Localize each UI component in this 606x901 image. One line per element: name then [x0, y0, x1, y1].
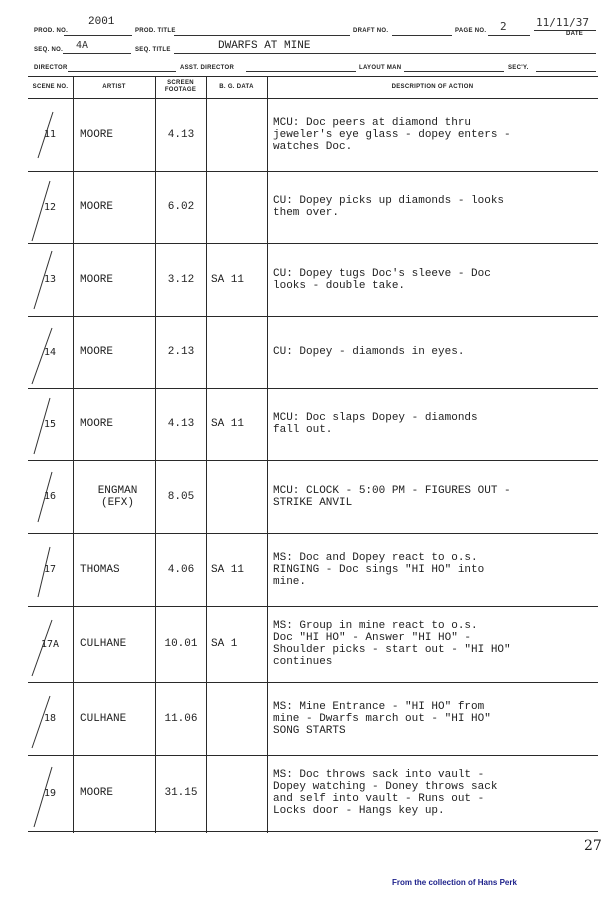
prod-title-line — [174, 35, 350, 36]
secy-line — [536, 71, 596, 72]
header-row-1 — [0, 18, 606, 38]
scene-cell — [28, 243, 72, 316]
draft-no-line — [392, 35, 452, 36]
description-cell: CU: Dopey tugs Doc's sleeve - Doc looks - double take. — [273, 267, 491, 292]
description-cell: MS: Doc and Dopey react to o.s. RINGING - Doc sings "HI HO" into mine. — [273, 551, 485, 588]
artist-name: CULHANE — [80, 638, 127, 650]
date-label: DATE — [566, 31, 584, 37]
page-no-label: PAGE NO. — [455, 28, 487, 34]
scene-cell — [28, 316, 72, 388]
director-line — [68, 71, 176, 72]
artist-note: (EFX) — [100, 496, 134, 509]
col-header-footage: SCREEN FOOTAGE — [164, 80, 197, 93]
page-no-line — [488, 35, 530, 36]
footage-cell: 31.15 — [164, 787, 198, 799]
table-row — [28, 388, 598, 460]
page-number: 27 — [584, 838, 602, 854]
asst-director-label: ASST. DIRECTOR — [180, 65, 235, 71]
date-value: 11/11/37 — [536, 16, 589, 29]
artist-cell — [80, 533, 155, 606]
table-row — [28, 171, 598, 243]
description-cell: MCU: CLOCK - 5:00 PM - FIGURES OUT - STRIKE ANVIL — [273, 484, 511, 509]
artist-name: MOORE — [80, 346, 114, 358]
draft-no-label: DRAFT NO. — [353, 28, 389, 34]
col-header-artist: ARTIST — [102, 83, 126, 90]
description-cell: MCU: Doc slaps Dopey - diamonds fall out. — [273, 412, 478, 436]
footage-cell: 10.01 — [164, 638, 198, 650]
scene-number: 16 — [43, 491, 57, 502]
secy-label: SEC'Y. — [508, 65, 529, 71]
scene-number: 11 — [43, 129, 57, 140]
bg-data-cell: SA 11 — [211, 418, 245, 430]
artist-name: MOORE — [80, 418, 114, 430]
scene-cell — [28, 682, 72, 755]
artist-cell — [80, 243, 155, 316]
bg-data-cell — [211, 460, 266, 533]
artist-cell — [80, 606, 155, 682]
table-row — [28, 460, 598, 533]
prod-no-line — [64, 35, 132, 36]
scene-cell — [28, 606, 72, 682]
description-cell: MCU: Doc peers at diamond thru jeweler's eye glass - dopey enters - watches Doc. — [273, 116, 511, 153]
prod-no-label: PROD. NO. — [34, 28, 69, 34]
footage-cell: 4.13 — [167, 418, 195, 430]
scene-cell — [28, 533, 72, 606]
table-row — [28, 682, 598, 755]
scene-cell — [28, 98, 72, 171]
table-row — [28, 533, 598, 606]
scene-number: 18 — [43, 713, 57, 724]
scene-number: 12 — [43, 201, 57, 213]
date-line — [534, 30, 596, 31]
scene-number: 19 — [43, 787, 57, 799]
table-row — [28, 243, 598, 316]
artist-name: CULHANE — [80, 712, 127, 725]
scene-cell — [28, 755, 72, 831]
footage-cell: 2.13 — [167, 346, 195, 358]
scene-cell — [28, 388, 72, 460]
col-header-bg-data: B. G. DATA — [219, 83, 254, 90]
artist-name: ENGMAN — [97, 484, 138, 497]
table-row — [28, 606, 598, 682]
asst-director-line — [246, 71, 356, 72]
footage-cell: 4.13 — [167, 128, 195, 141]
footage-cell: 3.12 — [167, 273, 195, 286]
description-cell: MS: Doc throws sack into vault - Dopey watching - Doney throws sack and self into vault - Runs out - Locks door - Hangs key up. — [273, 769, 498, 817]
scene-number: 13 — [43, 274, 57, 285]
scene-number: 14 — [43, 346, 57, 358]
seq-no-label: SEQ. NO. — [34, 47, 64, 53]
director-label: DIRECTOR — [34, 65, 68, 71]
artist-cell — [80, 460, 155, 533]
artist-cell — [80, 316, 155, 388]
artist-cell — [80, 755, 155, 831]
description-cell: CU: Dopey picks up diamonds - looks them over. — [273, 195, 505, 219]
seq-no-value: 4A — [76, 40, 89, 51]
footage-cell: 6.02 — [167, 201, 195, 213]
description-cell: MS: Mine Entrance - "HI HO" from mine - Dwarfs march out - "HI HO" SONG STARTS — [273, 700, 491, 737]
artist-cell — [80, 171, 155, 243]
bg-data-cell — [211, 98, 266, 171]
description-cell: MS: Group in mine react to o.s. Doc "HI HO" - Answer "HI HO" - Shoulder picks - start out - "HI HO" continues — [273, 620, 511, 668]
scene-number: 17A — [40, 638, 60, 650]
footage-cell: 4.06 — [167, 563, 195, 576]
table-bottom-border — [28, 831, 598, 832]
scene-number: 17 — [43, 564, 57, 575]
artist-name: MOORE — [80, 201, 114, 213]
seq-title-line — [174, 53, 596, 54]
table-row — [28, 755, 598, 831]
scene-number: 15 — [43, 418, 57, 430]
artist-name: THOMAS — [80, 563, 120, 576]
seq-title-value: DWARFS AT MINE — [218, 40, 311, 52]
footage-cell: 11.06 — [164, 712, 198, 725]
bg-data-cell: SA 11 — [211, 273, 245, 286]
artist-name: MOORE — [80, 273, 114, 286]
artist-name: MOORE — [80, 128, 114, 141]
scene-table — [28, 76, 598, 833]
scene-cell — [28, 460, 72, 533]
footage-cell: 8.05 — [167, 490, 195, 503]
artist-cell — [80, 98, 155, 171]
seq-title-label: SEQ. TITLE — [135, 47, 171, 53]
layout-man-label: LAYOUT MAN — [359, 65, 402, 71]
artist-name: MOORE — [80, 787, 114, 799]
description-cell: CU: Dopey - diamonds in eyes. — [273, 346, 465, 358]
artist-cell — [80, 682, 155, 755]
col-header-scene: SCENE NO. — [32, 83, 69, 90]
seq-no-line — [63, 53, 131, 54]
bg-data-cell: SA 11 — [211, 563, 245, 576]
prod-no-value: 2001 — [88, 16, 115, 28]
bg-data-cell — [211, 171, 266, 243]
page-no-value: 2 — [500, 20, 507, 33]
table-row — [28, 98, 598, 171]
header-row-2 — [0, 40, 606, 60]
bg-data-cell: SA 1 — [211, 638, 238, 650]
artist-cell — [80, 388, 155, 460]
bg-data-cell — [211, 682, 266, 755]
table-row — [28, 316, 598, 388]
collection-credit: From the collection of Hans Perk — [392, 878, 517, 887]
col-header-description: DESCRIPTION OF ACTION — [391, 83, 474, 90]
scene-cell — [28, 171, 72, 243]
prod-title-label: PROD. TITLE — [135, 28, 176, 34]
layout-man-line — [404, 71, 504, 72]
bg-data-cell — [211, 316, 266, 388]
bg-data-cell — [211, 755, 266, 831]
